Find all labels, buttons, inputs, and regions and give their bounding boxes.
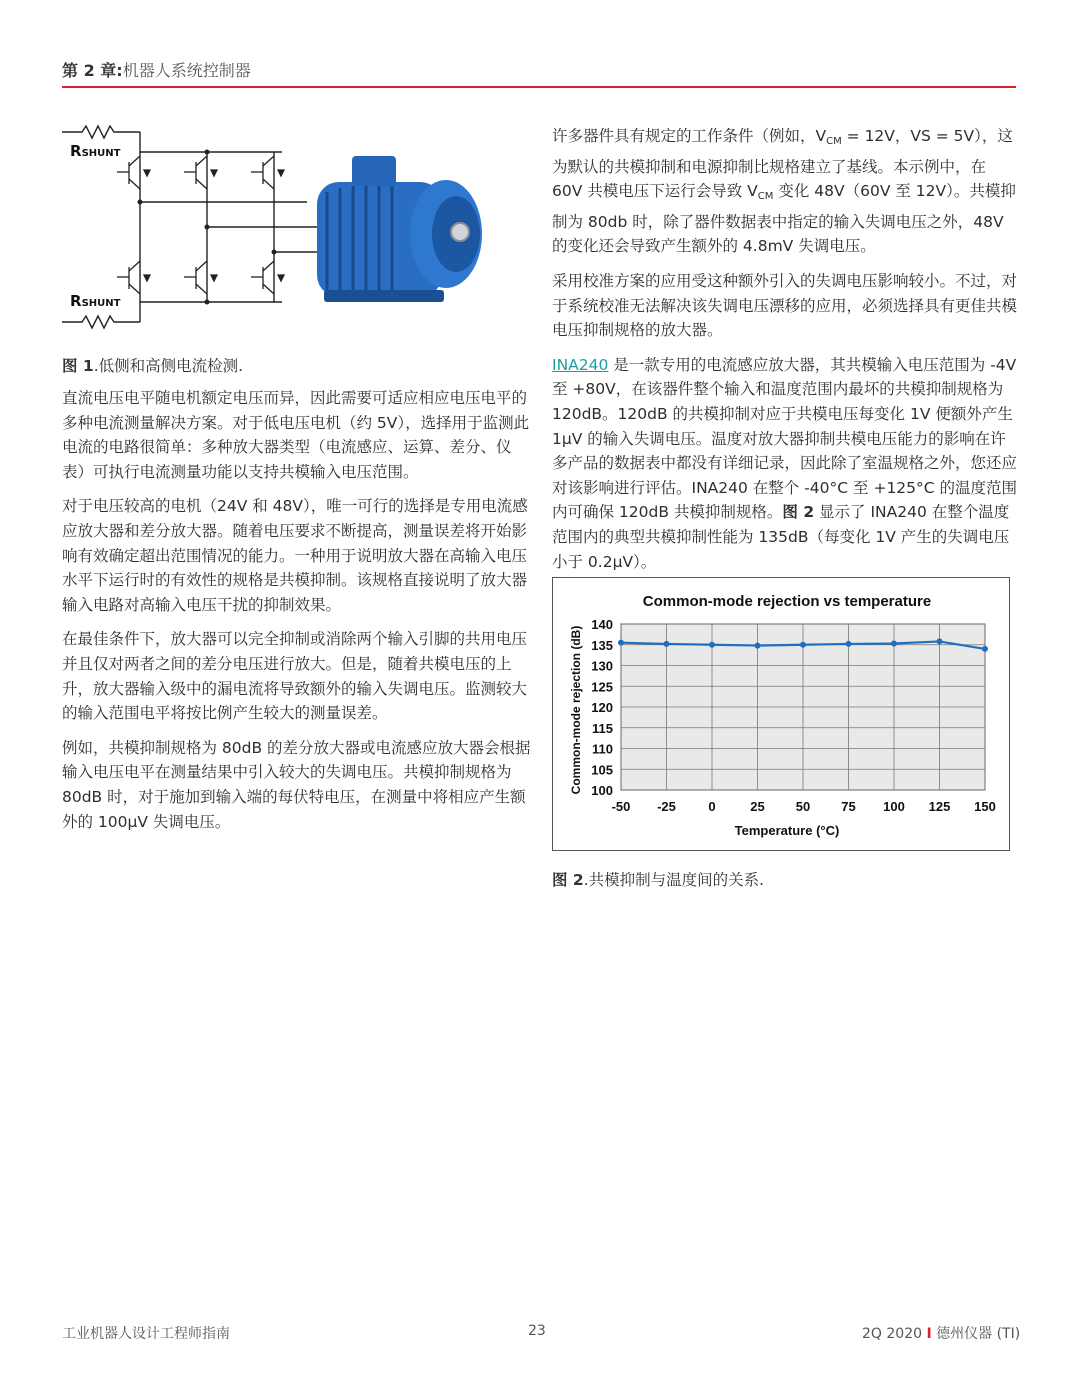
- y-tick-label: 110: [592, 741, 613, 757]
- x-tick-label: 125: [928, 799, 951, 814]
- x-tick-label: 100: [883, 799, 905, 814]
- y-tick-label: 115: [592, 720, 613, 736]
- y-tick-label: 105: [591, 762, 613, 778]
- footer-title: 工业机器人设计工程师指南: [62, 1326, 230, 1342]
- chapter-title: 机器人系统控制器: [122, 61, 251, 80]
- ina240-link[interactable]: INA240: [552, 355, 609, 374]
- data-point: [982, 646, 988, 652]
- x-tick-label: 150: [974, 799, 996, 814]
- data-point: [755, 643, 761, 649]
- motor-image: [317, 156, 482, 302]
- x-tick-label: 25: [750, 799, 765, 814]
- footer-brand: 2Q 2020 I 德州仪器 (TI): [862, 1326, 1021, 1342]
- x-tick-label: -25: [657, 799, 676, 814]
- paragraph: 在最佳条件下，放大器可以完全抑制或消除两个输入引脚的共用电压并且仅对两者之间的差分电压进行放大。但是，随着共模电压的上升，放大器输入级中的漏电流将导致额外的输入失调电压。监测较大的输入范围电平将按比例产生较大的测量误差。: [62, 630, 528, 723]
- y-tick-label: 100: [591, 783, 613, 798]
- paragraph: 例如，共模抑制规格为 80dB 的差分放大器或电流感应放大器会根据输入电压电平在测量结果中引入较大的失调电压。共模抑制规格为 80dB 时，对于施加到输入端的每伏特电压，在测量中将相应产生额外的 100µV 失调电压。: [62, 738, 531, 831]
- data-point: [846, 641, 852, 647]
- paragraph: 许多器件具有规定的工作条件（例如，$V_{CM} = 12V$，VS = 5V），这为默认的共模抑制和电源抑制比规格建立了基线。本示例中，在 60V 共模电压下运行会导致 $V_{CM}$ 变化 48V（60V 至 12V）。共模抑制为 80db 时，除了器件数据表中指定的输入失调电压之外，48V 的变化还会导致产生额外的 4.8mV 失调电压。: [552, 127, 1016, 256]
- data-point: [664, 641, 670, 647]
- figure-1: [62, 122, 532, 332]
- right-column: [552, 124, 1020, 584]
- data-point: [709, 642, 715, 648]
- page-number: 23: [528, 1323, 546, 1339]
- figure-2-chart: [552, 577, 1010, 851]
- data-point: [891, 641, 897, 647]
- y-tick-label: 130: [591, 658, 613, 674]
- y-tick-label: 125: [591, 679, 613, 695]
- chapter-number: 第 2 章:: [62, 61, 123, 80]
- x-tick-label: -50: [611, 799, 631, 814]
- cmr-line-chart: [553, 578, 1009, 850]
- left-column: [62, 386, 532, 844]
- y-axis-label: Common-mode rejection (dB): [569, 625, 583, 795]
- data-point: [937, 638, 943, 644]
- chart-title: Common-mode rejection vs temperature: [642, 593, 932, 610]
- paragraph: 采用校准方案的应用受这种额外引入的失调电压影响较小。不过，对于系统校准无法解决该失调电压漂移的应用，必须选择具有更佳共模电压抑制规格的放大器。: [552, 271, 1018, 340]
- y-tick-label: 120: [591, 700, 613, 715]
- x-tick-label: 0: [708, 799, 716, 814]
- y-tick-label: 140: [591, 617, 613, 632]
- rshunt-top-label: RSHUNT: [70, 142, 121, 160]
- figure-1-caption: 图 1.低侧和高侧电流检测.: [62, 357, 244, 375]
- figure-2-caption: 图 2.共模抑制与温度间的关系.: [552, 871, 765, 889]
- y-tick-label: 135: [591, 637, 613, 653]
- data-point: [800, 642, 806, 648]
- header-rule: [62, 86, 1016, 88]
- rshunt-bottom-label: RSHUNT: [70, 292, 121, 310]
- x-axis-label: Temperature (°C): [734, 823, 840, 838]
- paragraph: INA240 是一款专用的电流感应放大器，其共模输入电压范围为 -4V 至 +80V，在该器件整个输入和温度范围内最坏的共模抑制规格为 120dB。120dB 的共模抑制对应于共模电压每变化 1V 便额外产生 1µV 的输入失调电压。温度对放大器抑制共模电压能力的影响在许多产品的数据表中都没有详细记录，因此除了室温规格之外，您还应对该影响进行评估。INA240 在整个 -40°C 至 +125°C 的温度范围内可确保 120dB 共模抑制规格。图 2 显示了 INA240 在整个温度范围内的典型共模抑制性能为 135dB（每变化 1V 产生的失调电压小于 0.2µV）。: [552, 355, 1018, 571]
- paragraph: 对于电压较高的电机（24V 和 48V），唯一可行的选择是专用电流感应放大器和差分放大器。随着电压要求不断提高，测量误差将开始影响有效确定超出范围情况的能力。一种用于说明放大器在高输入电压水平下运行时的有效性的规格是共模抑制。该规格直接说明了放大器输入电路对高输入电压干扰的抑制效果。: [62, 497, 528, 614]
- x-tick-label: 75: [841, 799, 856, 814]
- paragraph: 直流电压电平随电机额定电压而异，因此需要可适应相应电压电平的多种电流测量解决方案。对于低电压电机（约 5V），选择用于监测此电流的电路很简单：多种放大器类型（电流感应、运算、差分、仪表）可执行电流测量功能以支持共模输入电压范围。: [62, 389, 530, 481]
- x-tick-label: 50: [795, 799, 811, 814]
- data-point: [618, 640, 624, 646]
- circuit-motor-illustration: [62, 122, 532, 332]
- chapter-header: [62, 58, 251, 81]
